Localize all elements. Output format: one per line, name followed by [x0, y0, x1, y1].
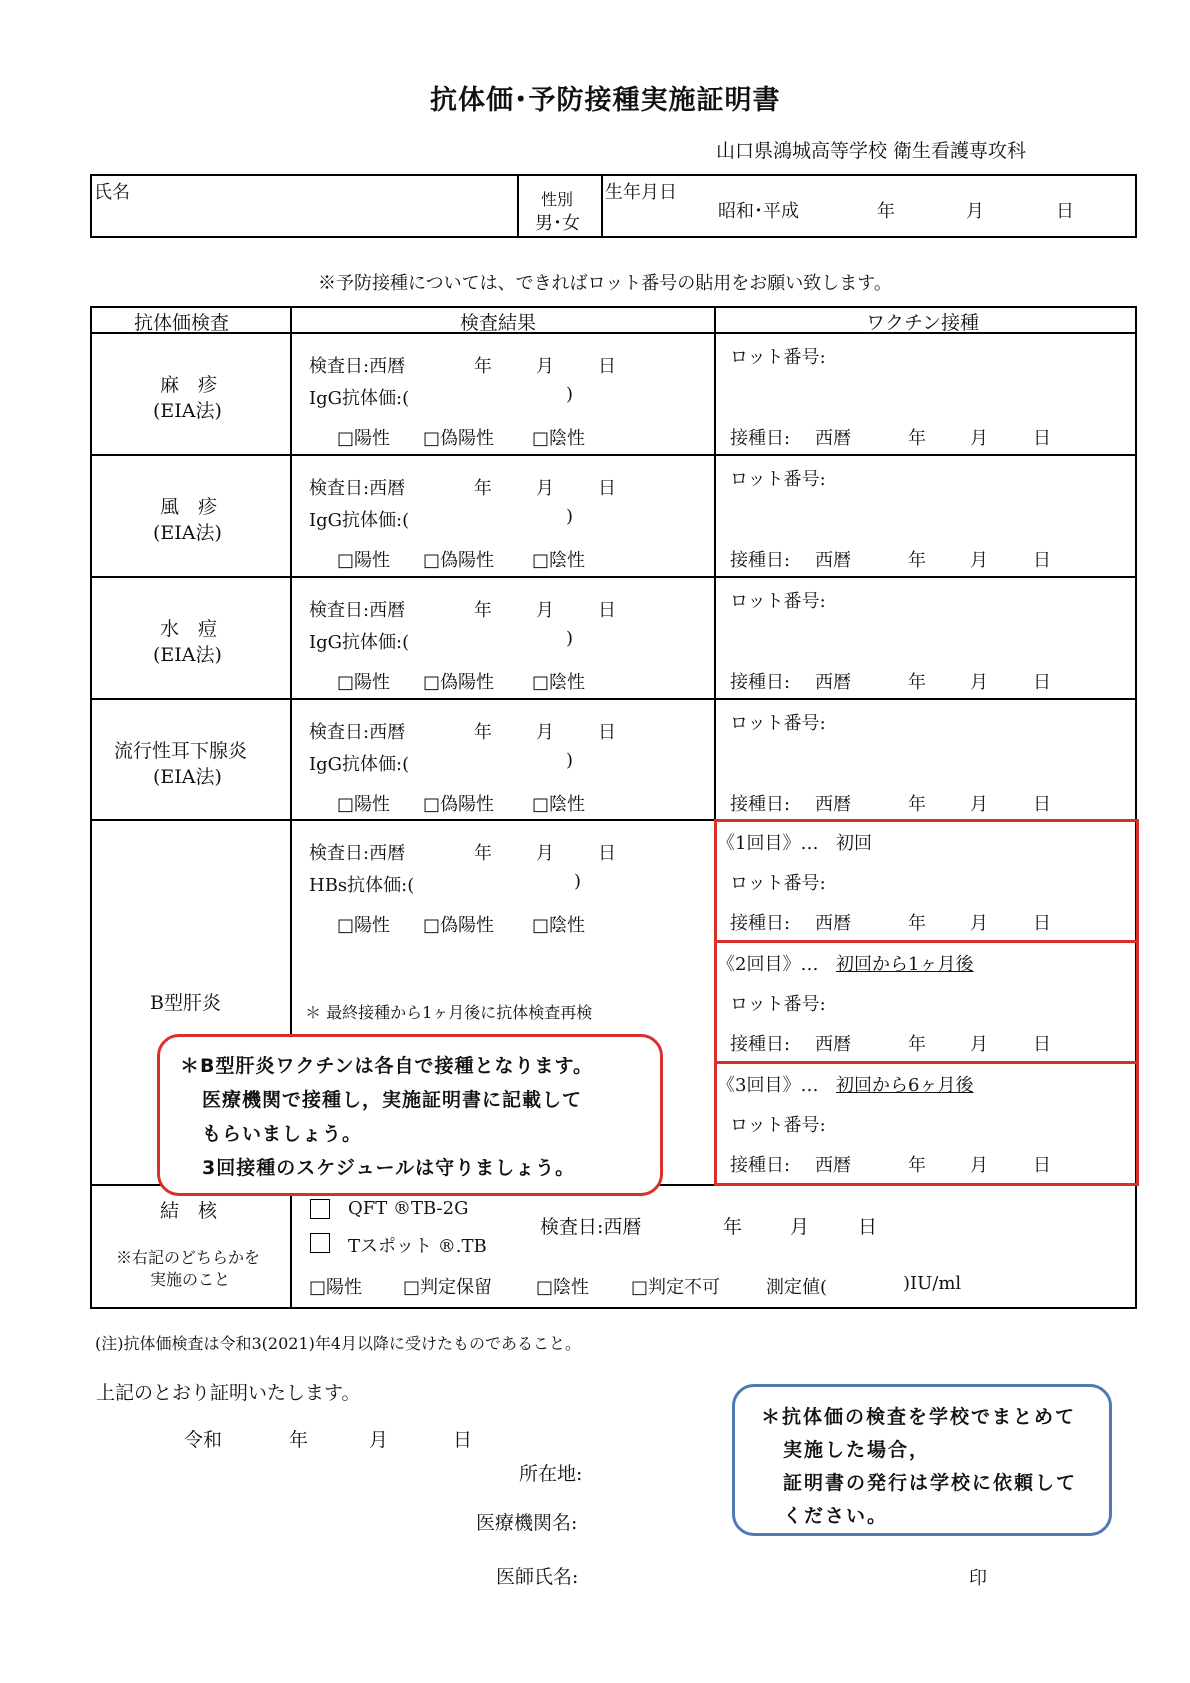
vacc-day: 日 [1033, 428, 1051, 449]
dose-3-label: 《3回目》… [717, 1075, 819, 1096]
dose-3-timing: 初回から6ヶ月後 [836, 1075, 974, 1096]
vacc-month: 月 [970, 1034, 988, 1055]
test-month: 月 [536, 843, 554, 864]
disease-method: (EIA法) [153, 766, 222, 788]
vacc-date-label: 接種日: [730, 794, 791, 815]
vacc-day: 日 [1033, 550, 1051, 571]
tb-unit: )IU/ml [903, 1273, 962, 1294]
dob-label: 生年月日 [605, 182, 677, 203]
igg-close: ) [566, 506, 574, 527]
school-callout [732, 1384, 1112, 1536]
header-test-result: 検査結果 [460, 312, 537, 334]
disease-method: (EIA法) [153, 644, 222, 666]
vacc-seireki: 西暦 [815, 428, 851, 449]
negative-checkbox[interactable]: □陰性 [532, 672, 586, 693]
vacc-day: 日 [1033, 913, 1051, 934]
vacc-year: 年 [908, 1034, 926, 1055]
test-date-label: 検査日:西暦 [309, 600, 406, 621]
qft-label: QFT ®TB-2G [348, 1198, 469, 1219]
disease-name: 風 疹 [160, 496, 218, 518]
test-year: 年 [474, 478, 492, 499]
retest-note: ＊ 最終接種から1ヶ月後に抗体検査再検 [305, 1003, 593, 1022]
positive-checkbox[interactable]: □陽性 [337, 672, 391, 693]
test-year: 年 [474, 600, 492, 621]
callout-line: 医療機関で接種し，実施証明書に記載して [202, 1089, 583, 1111]
cert-reiwa: 令和 [184, 1429, 223, 1451]
vacc-month: 月 [970, 672, 988, 693]
test-day: 日 [598, 356, 616, 377]
tb-test-date-label: 検査日:西暦 [540, 1216, 642, 1238]
tb-test-day: 日 [858, 1216, 878, 1238]
hepb-callout [157, 1034, 663, 1196]
vacc-month: 月 [970, 550, 988, 571]
dose-1-label: 《1回目》… [717, 833, 819, 854]
cert-month: 月 [369, 1429, 389, 1451]
callout-line: ください。 [783, 1505, 889, 1527]
positive-checkbox[interactable]: □陽性 [337, 915, 391, 936]
cert-day: 日 [453, 1429, 473, 1451]
vacc-day: 日 [1033, 672, 1051, 693]
test-year: 年 [474, 722, 492, 743]
igg-close: ) [566, 628, 574, 649]
igg-label: IgG抗体価:( [309, 632, 410, 653]
callout-line: 実施した場合， [783, 1439, 931, 1461]
tb-pending-checkbox[interactable]: □判定保留 [403, 1277, 493, 1298]
igg-close: ) [566, 750, 574, 771]
lot-number-label: ロット番号: [730, 347, 826, 368]
sex-label: 性別 [541, 190, 574, 209]
test-day: 日 [598, 843, 616, 864]
era-options[interactable]: 昭和･平成 [718, 201, 799, 222]
vacc-year: 年 [908, 913, 926, 934]
positive-checkbox[interactable]: □陽性 [337, 428, 391, 449]
tb-note-2: 実施のこと [150, 1270, 231, 1289]
vacc-year: 年 [908, 428, 926, 449]
name-label: 氏名 [94, 182, 130, 203]
callout-line: 3回接種のスケジュールは守りましょう。 [202, 1157, 576, 1179]
negative-checkbox[interactable]: □陰性 [532, 915, 586, 936]
test-date-label: 検査日:西暦 [309, 478, 406, 499]
vacc-seireki: 西暦 [815, 794, 851, 815]
vacc-seireki: 西暦 [815, 1155, 851, 1176]
disease-name: 水 痘 [160, 618, 218, 640]
certification-statement: 上記のとおり証明いたします。 [96, 1382, 361, 1404]
tb-negative-checkbox[interactable]: □陰性 [536, 1277, 590, 1298]
tb-test-year: 年 [723, 1216, 743, 1238]
dob-day: 日 [1056, 201, 1074, 222]
tb-note-1: ※右記のどちらかを [116, 1248, 261, 1267]
test-year: 年 [474, 356, 492, 377]
disease-name: 麻 疹 [160, 374, 218, 396]
vacc-date-label: 接種日: [730, 1155, 791, 1176]
dose-2-label: 《2回目》… [717, 954, 819, 975]
dob-year: 年 [877, 201, 895, 222]
vacc-date-label: 接種日: [730, 550, 791, 571]
test-day: 日 [598, 478, 616, 499]
hepb-name: B型肝炎 [150, 992, 221, 1014]
tb-undetermined-checkbox[interactable]: □判定不可 [631, 1277, 721, 1298]
false-positive-checkbox[interactable]: □偽陽性 [423, 915, 495, 936]
lot-notice: ※予防接種については、できればロット番号の貼用をお願い致します。 [318, 273, 892, 294]
seal-mark: 印 [969, 1568, 987, 1589]
vacc-month: 月 [970, 1155, 988, 1176]
lot-number-label: ロット番号: [730, 994, 826, 1015]
positive-checkbox[interactable]: □陽性 [337, 550, 391, 571]
sex-options[interactable]: 男･女 [535, 213, 580, 234]
callout-line: 証明書の発行は学校に依頼して [783, 1472, 1078, 1494]
tspot-label: Tスポット ®.TB [348, 1236, 487, 1257]
test-date-label: 検査日:西暦 [309, 843, 406, 864]
false-positive-checkbox[interactable]: □偽陽性 [423, 428, 495, 449]
header-vaccination: ワクチン接種 [866, 312, 980, 334]
dose-1-timing: 初回 [836, 833, 872, 854]
disease-method: (EIA法) [153, 400, 222, 422]
vacc-year: 年 [908, 672, 926, 693]
vacc-seireki: 西暦 [815, 672, 851, 693]
page-title: 抗体価･予防接種実施証明書 [430, 85, 781, 116]
test-month: 月 [536, 478, 554, 499]
test-day: 日 [598, 600, 616, 621]
disease-name: 流行性耳下腺炎 [114, 740, 248, 762]
vacc-year: 年 [908, 794, 926, 815]
test-month: 月 [536, 356, 554, 377]
vacc-seireki: 西暦 [815, 913, 851, 934]
hbs-close: ) [574, 871, 582, 892]
disease-method: (EIA法) [153, 522, 222, 544]
lot-number-label: ロット番号: [730, 713, 826, 734]
test-date-label: 検査日:西暦 [309, 722, 406, 743]
vacc-date-label: 接種日: [730, 1034, 791, 1055]
tspot-checkbox[interactable] [310, 1233, 330, 1253]
negative-checkbox[interactable]: □陰性 [532, 428, 586, 449]
false-positive-checkbox[interactable]: □偽陽性 [423, 550, 495, 571]
qft-checkbox[interactable] [310, 1199, 330, 1219]
school-name: 山口県鴻城高等学校 衛生看護専攻科 [716, 140, 1027, 162]
igg-label: IgG抗体価:( [309, 388, 410, 409]
vacc-year: 年 [908, 550, 926, 571]
lot-number-label: ロット番号: [730, 1115, 826, 1136]
vacc-month: 月 [970, 913, 988, 934]
callout-line: もらいましょう。 [202, 1123, 363, 1145]
false-positive-checkbox[interactable]: □偽陽性 [423, 794, 495, 815]
institution-label: 医療機関名: [476, 1512, 578, 1534]
test-day: 日 [598, 722, 616, 743]
callout-line: ＊抗体価の検査を学校でまとめて [761, 1406, 1077, 1428]
doctor-label: 医師氏名: [496, 1566, 579, 1588]
tb-test-month: 月 [790, 1216, 810, 1238]
tb-name: 結 核 [160, 1200, 218, 1222]
vacc-seireki: 西暦 [815, 550, 851, 571]
igg-label: IgG抗体価:( [309, 754, 410, 775]
vacc-date-label: 接種日: [730, 428, 791, 449]
tb-measured-label: 測定値( [766, 1277, 828, 1298]
vacc-year: 年 [908, 1155, 926, 1176]
lot-number-label: ロット番号: [730, 873, 826, 894]
footnote: (注)抗体価検査は令和3(2021)年4月以降に受けたものであること。 [95, 1334, 582, 1353]
vacc-day: 日 [1033, 1034, 1051, 1055]
lot-number-label: ロット番号: [730, 591, 826, 612]
vacc-month: 月 [970, 794, 988, 815]
callout-line: ＊B型肝炎ワクチンは各自で接種となります。 [180, 1055, 594, 1077]
test-month: 月 [536, 600, 554, 621]
test-date-label: 検査日:西暦 [309, 356, 406, 377]
cert-year: 年 [289, 1429, 309, 1451]
igg-close: ) [566, 384, 574, 405]
vacc-date-label: 接種日: [730, 672, 791, 693]
test-year: 年 [474, 843, 492, 864]
header-antibody-test: 抗体価検査 [134, 312, 230, 334]
vacc-date-label: 接種日: [730, 913, 791, 934]
negative-checkbox[interactable]: □陰性 [532, 550, 586, 571]
lot-number-label: ロット番号: [730, 469, 826, 490]
hbs-label: HBs抗体価:( [309, 875, 415, 896]
dose-2-timing: 初回から1ヶ月後 [836, 954, 974, 975]
tb-positive-checkbox[interactable]: □陽性 [309, 1277, 363, 1298]
vacc-seireki: 西暦 [815, 1034, 851, 1055]
dob-month: 月 [966, 201, 984, 222]
vacc-month: 月 [970, 428, 988, 449]
positive-checkbox[interactable]: □陽性 [337, 794, 391, 815]
test-month: 月 [536, 722, 554, 743]
vacc-day: 日 [1033, 794, 1051, 815]
igg-label: IgG抗体価:( [309, 510, 410, 531]
vacc-day: 日 [1033, 1155, 1051, 1176]
address-label: 所在地: [519, 1463, 583, 1485]
negative-checkbox[interactable]: □陰性 [532, 794, 586, 815]
false-positive-checkbox[interactable]: □偽陽性 [423, 672, 495, 693]
